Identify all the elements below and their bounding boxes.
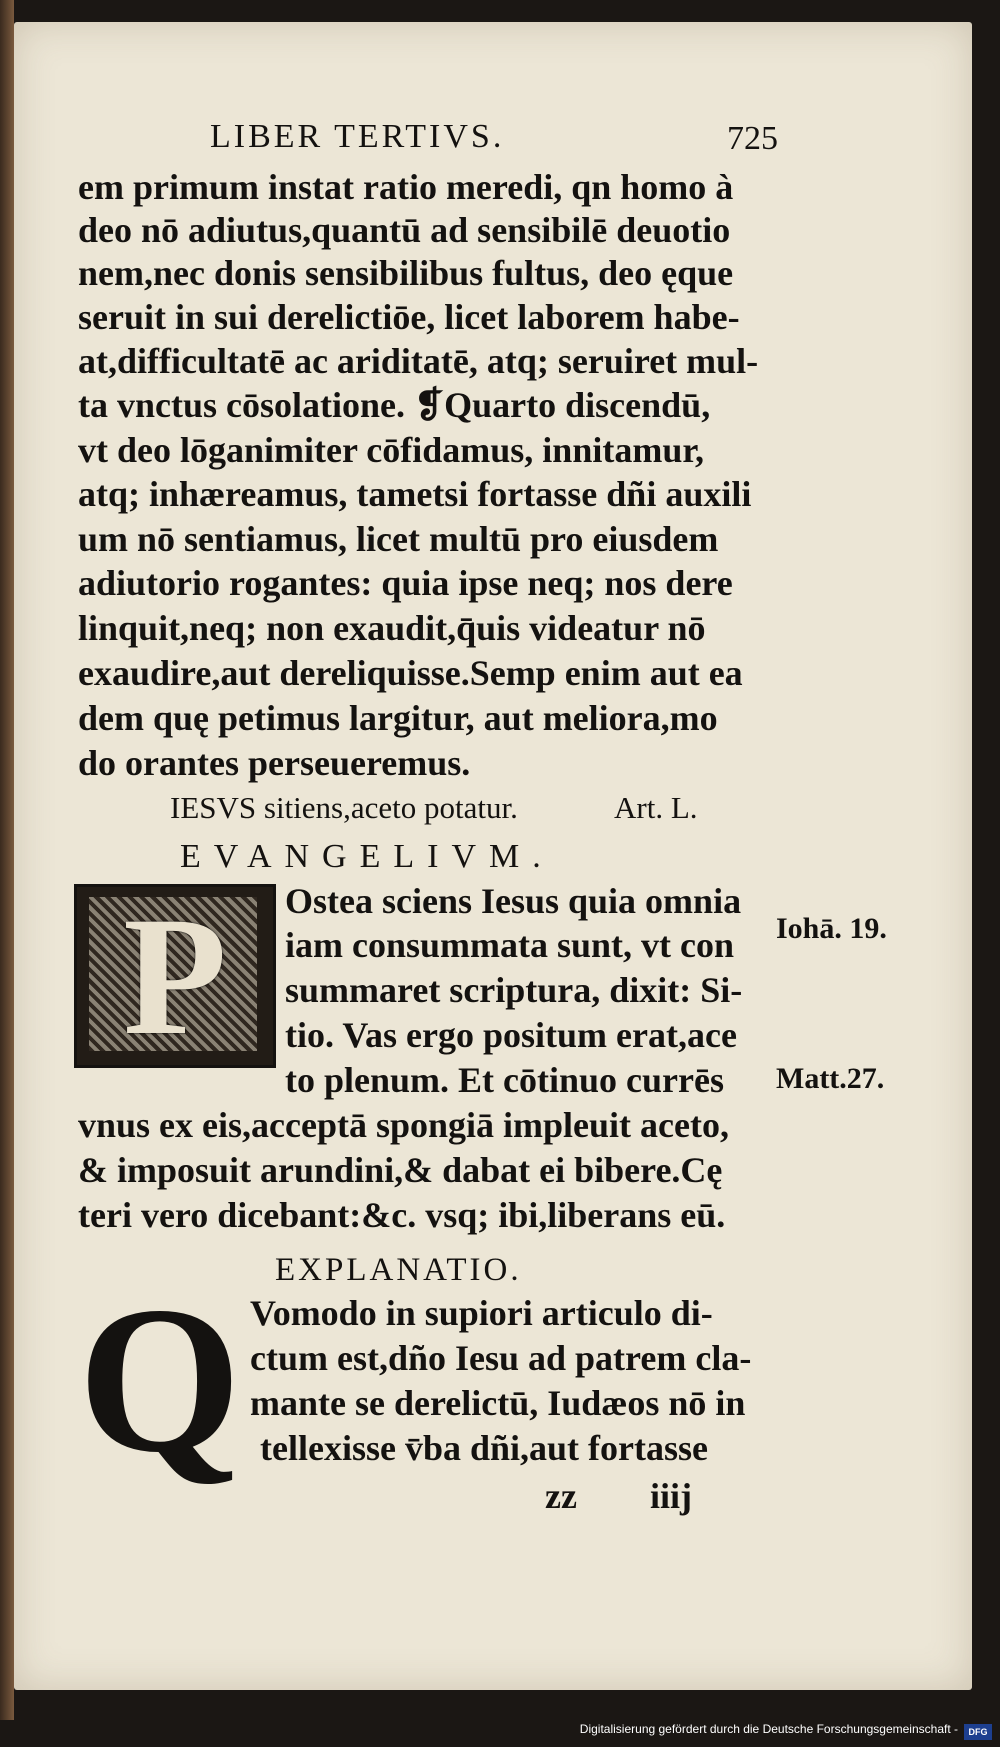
text-line: deo nō adiutus,quantū ad sensibilē deuotio (78, 210, 731, 250)
text-line: dem quę petimus largitur, aut meliora,mo (78, 698, 718, 738)
text-line: em primum instat ratio meredi, qn homo à (78, 167, 734, 207)
initial-q: Q (78, 1264, 242, 1496)
text-line: um nō sentiamus, licet multū pro eiusdem (78, 519, 719, 559)
explanation-heading: EXPLANATIO. (275, 1252, 522, 1288)
text-line: adiutorio rogantes: quia ipse neq; nos dere (78, 563, 733, 603)
text-line: seruit in sui derelictiōe, licet laborem habe- (78, 297, 740, 337)
text-line: mante se derelictū, Iudæos nō in (250, 1383, 746, 1423)
text-line: tellexisse v̄ba dñi,aut fortasse (260, 1428, 708, 1468)
text-line: ta vnctus cōsolatione. ❡Quarto discendū, (78, 385, 711, 425)
text-line: nem,nec donis sensibilibus fultus, deo ęque (78, 253, 734, 293)
text-line: to plenum. Et cōtinuo currēs (285, 1060, 724, 1100)
text-line: summaret scriptura, dixit: Si- (285, 970, 743, 1010)
text-line: do orantes perseueremus. (78, 743, 471, 783)
text-line: iam consummata sunt, vt con (285, 925, 735, 965)
running-title: LIBER TERTIVS. (210, 118, 505, 155)
article-number: Art. L. (614, 790, 698, 825)
margin-note-matthew: Matt.27. (776, 1062, 885, 1095)
decorated-initial-p (74, 884, 276, 1068)
dfg-logo-icon: DFG (964, 1724, 992, 1740)
text-line: linquit,neq; non exaudit,q̄uis videatur nō (78, 608, 706, 648)
text-line: tio. Vas ergo positum erat,ace (285, 1015, 737, 1055)
signature-mark-number: iiij (650, 1476, 692, 1516)
footer-bar (0, 1720, 1000, 1747)
text-line: at,difficultatē ac ariditatē, atq; seruiret mul- (78, 341, 759, 381)
gospel-heading: EVANGELIVM. (180, 838, 554, 875)
text-line: ctum est,dño Iesu ad patrem cla- (250, 1338, 752, 1378)
margin-note-john: Iohā. 19. (776, 912, 887, 945)
text-line: exaudire,aut dereliquisse.Semp enim aut ea (78, 653, 743, 693)
text-line: vt deo lōganimiter cōfidamus, innitamur, (78, 430, 705, 470)
text-line: atq; inhæreamus, tametsi fortasse dñi auxili (78, 474, 752, 514)
article-caption: IESVS sitiens,aceto potatur. (170, 790, 518, 825)
text-line: Ostea sciens Iesus quia omnia (285, 881, 742, 921)
book-spine (0, 0, 14, 1747)
folio-number: 725 (727, 120, 778, 157)
initial-letter: P (123, 882, 227, 1070)
text-line: vnus ex eis,acceptā spongiā impleuit aceto, (78, 1105, 729, 1145)
funding-credit: Digitalisierung gefördert durch die Deutsche Forschungsgemeinschaft - (579, 1722, 958, 1736)
text-line: & imposuit arundini,& dabat ei bibere.Cę (78, 1150, 723, 1190)
text-line: teri vero dicebant:&c. vsq; ibi,liberans eū. (78, 1195, 726, 1235)
signature-mark: zz (545, 1476, 577, 1516)
text-line: Vomodo in supiori articulo di- (250, 1293, 713, 1333)
